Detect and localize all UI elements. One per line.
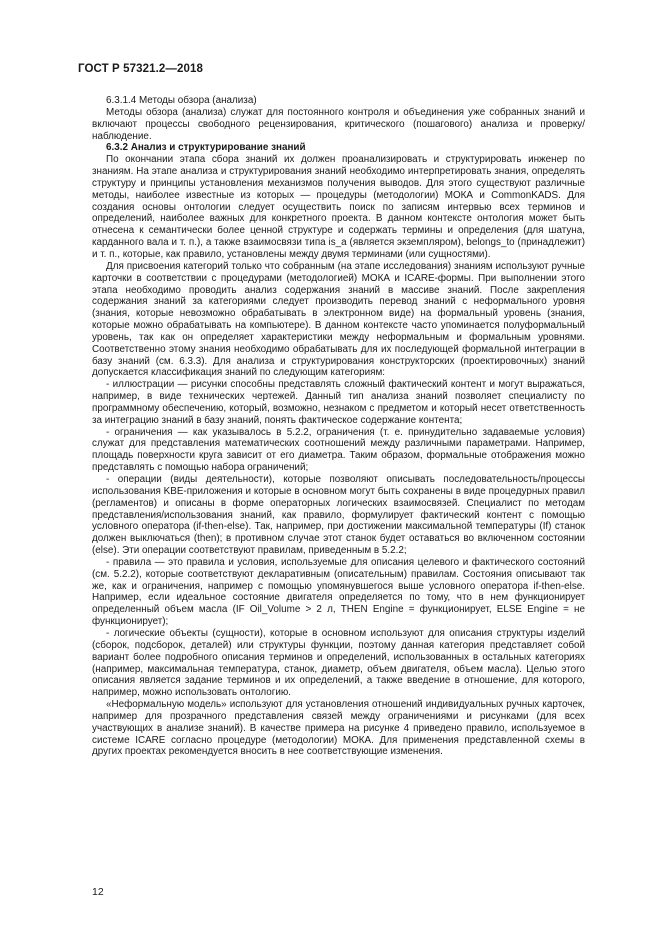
document-header: ГОСТ Р 57321.2—2018 xyxy=(78,63,203,75)
paragraph: - правила — это правила и условия, используемые для описания целевого и фактического состояний (см. 5.2.2), которые соответствуют декларативным (описательным) правилам. Состояния описывают так же, как и ограничения, например с помощью упомянувшегося выше условного оператора if-then-else. Например, если идеальное состояние двигателя определяется по тому, что в нем функционирует определенный объем масла (IF Oil_Volume > 2 л, THEN Engine = функционирует, ELSE Engine = не функционирует); xyxy=(92,556,585,628)
paragraph: - ограничения — как указывалось в 5.2.2, ограничения (т. е. принудительно задаваемые условия) служат для представления математических соотношений между различными параметрами. Например, площадь поверхности круга зависит от его диаметра. Таким образом, формальные отображения можно представлять с помощью набора ограничений; xyxy=(92,426,585,474)
section-heading: 6.3.2 Анализ и структурирование знаний xyxy=(106,142,306,154)
paragraph: - операции (виды деятельности), которые позволяют описывать последовательность/процессы использования KBE-приложения и которые в основном могут быть сохранены в виде процедурных правил (регламентов) и описаны в форме операторных логических взаимосвязей. Специалист по методам представления/использования знаний, как правило, формулирует фактический контент с помощью условного оператора (if-then-else). Так, например, при достижении максимальной температуры (If) станок должен выключаться (then); в противном случае этот станок будет оставаться во включенном состоянии (else). Эти операции соответствуют правилам, приведенным в 5.2.2; xyxy=(92,474,585,557)
paragraph: 6.3.1.4 Методы обзора (анализа) xyxy=(106,95,257,106)
paragraph: Методы обзора (анализа) служат для постоянного контроля и объединения уже собранных знаний и включают процессы свободного рецензирования, критического (пошагового) анализа и проверку/наблюдение. xyxy=(92,106,585,142)
paragraph: - логические объекты (сущности), которые в основном используют для описания структуры изделий (сборок, подсборок, деталей) или структуры функции, поэтому данная категория представляет собой вариант более подробного описания терминов и определений, использованных в остальных категориях (например, максимальная температура, станок, диаметр, объем двигателя, объем масла). Целью этого описания является задание терминов и их определений, а также введение в отношение, для которого, например, можно использовать онтологию. xyxy=(92,627,585,699)
paragraph: По окончании этапа сбора знаний их должен проанализировать и структурировать инженер по знаниям. На этапе анализа и структурирования знаний необходимо интерпретировать знания, определять структуру и принципы установления механизмов получения выводов. Для этого существуют различные методы, наиболее известные из которых — процедуры (методологии) МОКА и CommonKADS. Для создания основы онтологии следует осуществить поиск по записям интервью всех терминов и определений, наиболее важных для конкретного проекта. В данном контексте онтология может быть отнесена к семантически более ценной структуре и содержать термины и определения (для шатуна, карданного вала и т. п.), а также взаимосвязи типа is_a (является экземпляром), belongs_to (принадлежит) и т. п., которые, как правило, установлены между двумя терминами (или сущностями). xyxy=(92,154,585,260)
paragraph: - иллюстрации — рисунки способны представлять сложный фактический контент и могут выражаться, например, в виде технических чертежей. Данный тип анализа знаний позволяет специалисту по программному обеспечению, который, возможно, незнаком с предметом и который несет ответственность за интеграцию знаний в базу знаний, понять фактическое содержание контента; xyxy=(92,379,585,426)
paragraph: Для присвоения категорий только что собранным (на этапе исследования) знаниям используют ручные карточки в соответствии с процедурами (методологией) МОКА и ICARE-формы. При выполнении этого этапа необходимо проводить анализ содержания знаний в массиве знаний. После закрепления содержания знаний за категориями следует производить перевод знаний с неформального уровня (знания, которые невозможно обрабатывать в электронном виде) на формальный уровень (знания, которые можно обрабатывать на компьютере). В данном контексте часто упоминается полуформальный уровень, так как он определяет характеристики между неформальным и формальным уровнями. Соответственно этому знания необходимо обрабатывать для их последующей формальной интеграции в базу знаний (см. 6.3.3). Для анализа и структурирования конструкторских (проектировочных) знаний допускается классификация знаний по следующим категориям: xyxy=(92,260,585,379)
document-body xyxy=(92,95,585,758)
paragraph: «Неформальную модель» используют для установления отношений индивидуальных ручных карточек, например для прозрачного представления связей между ограничениями и рисунками (для всех участвующих в анализе знаний). В качестве примера на рисунке 4 приведено правило, используемое в системе ICARE согласно процедуре (методологии) МОКА. Для применения представленной схемы в других проектах рекомендуется вносить в нее соответствующие изменения. xyxy=(92,699,585,758)
page-number: 12 xyxy=(92,886,104,898)
